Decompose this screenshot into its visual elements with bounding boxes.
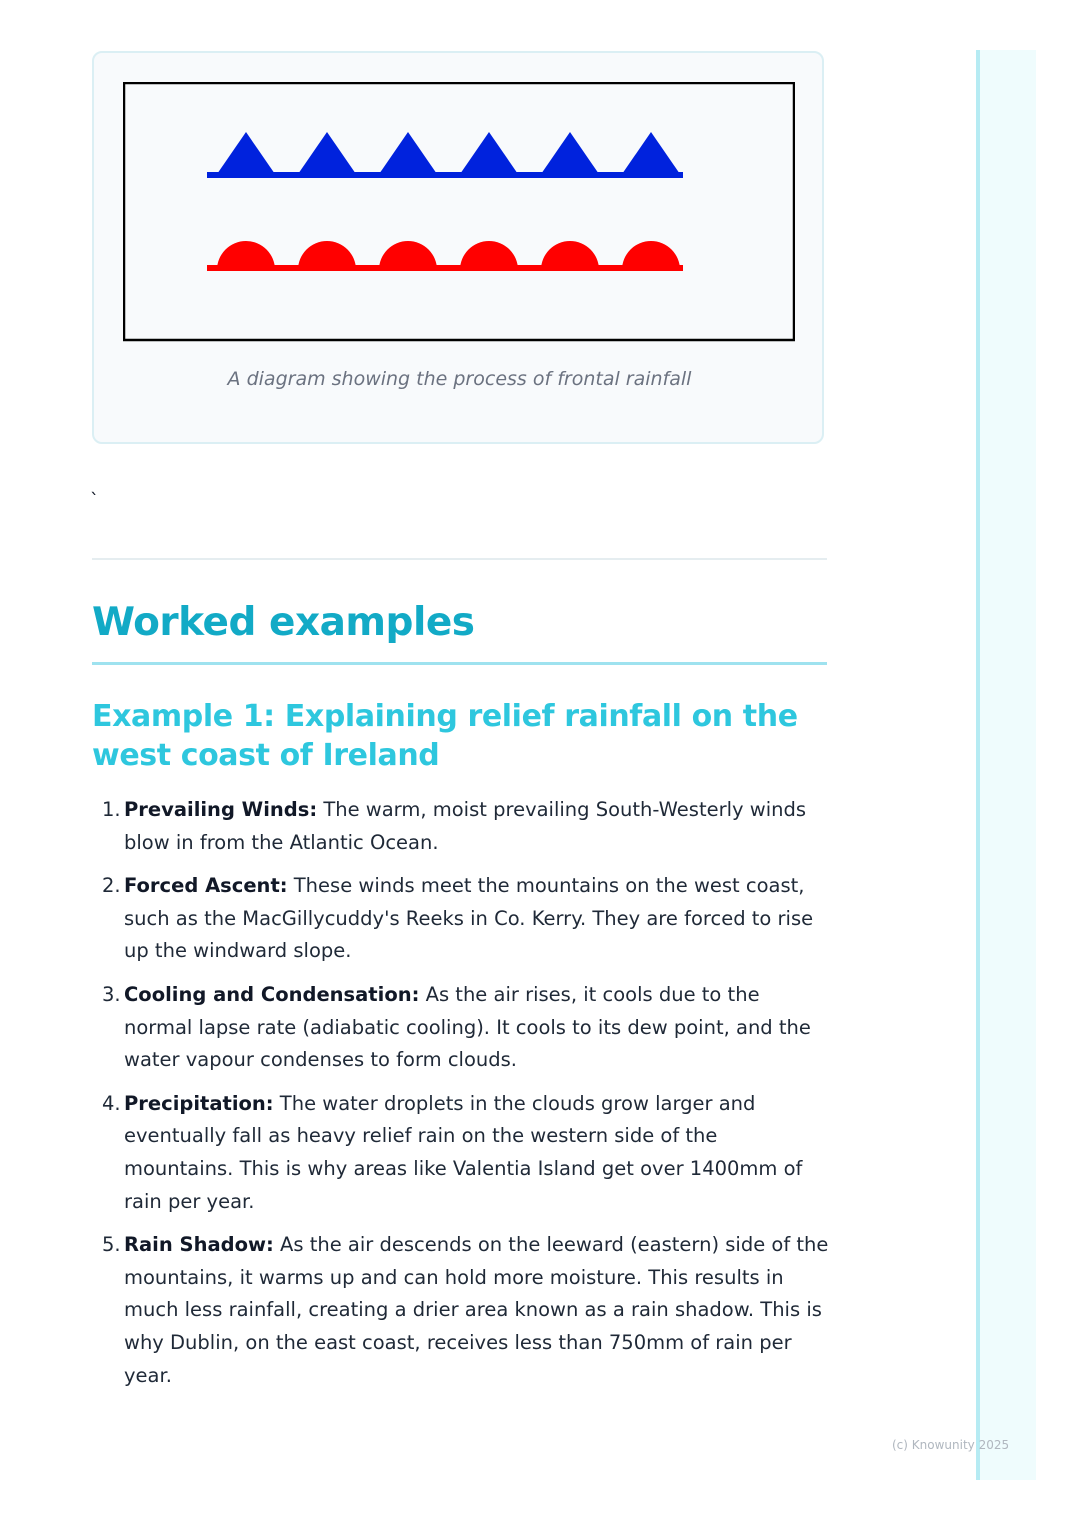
step-term: Rain Shadow: (124, 1233, 274, 1257)
list-item (92, 979, 832, 1077)
warm-front-line (207, 265, 683, 271)
copyright-footer: (c) Knowunity 2025 (892, 1438, 1010, 1452)
example-title: Example 1: Explaining relief rainfall on the west coast of Ireland (92, 699, 798, 773)
list-item (92, 794, 832, 859)
step-number: 1. (102, 798, 121, 821)
side-panel (976, 50, 1036, 1480)
cold-front-line (207, 172, 683, 178)
section-title-underline (92, 662, 827, 665)
step-number: 3. (102, 982, 121, 1006)
list-item (92, 1229, 832, 1392)
steps-list (92, 794, 832, 1403)
step-text: These winds meet the mountains on the west coast, such as the MacGillycuddy's Reeks in Co. Kerry. They are forced to rise up the windward slope. (124, 874, 814, 963)
step-number: 2. (102, 874, 121, 898)
step-term: Cooling and Condensation: (124, 982, 420, 1006)
step-text: As the air rises, it cools due to the normal lapse rate (adiabatic cooling). It cools to its dew point, and the water vapour condenses to form clouds. (124, 982, 811, 1072)
step-term: Precipitation: (124, 1091, 274, 1115)
front-symbols-diagram (123, 82, 795, 342)
section-title: Worked examples (92, 600, 475, 645)
list-item (92, 870, 832, 968)
stray-mark: ` (90, 490, 99, 511)
step-text: The water droplets in the clouds grow larger and eventually fall as heavy relief rain on the western side of the mountains. This is why areas like Valentia Island get over 1400mm of rain per year. (124, 1091, 803, 1213)
step-text: The warm, moist prevailing South-Westerly winds blow in from the Atlantic Ocean. (124, 798, 807, 854)
step-number: 5. (102, 1233, 121, 1257)
section-divider (92, 558, 827, 560)
list-item (92, 1088, 832, 1218)
step-term: Forced Ascent: (124, 874, 288, 898)
step-number: 4. (102, 1091, 121, 1115)
figure-caption: A diagram showing the process of frontal rainfall (227, 368, 692, 390)
step-text: As the air descends on the leeward (eastern) side of the mountains, it warms up and can hold more moisture. This results in much less rainfall, creating a drier area known as a rain shadow. This is why Dublin, on the east coast, receives less than 750mm of rain per year. (124, 1233, 829, 1387)
diagram-frame (124, 83, 794, 340)
step-term: Prevailing Winds: (124, 798, 318, 821)
